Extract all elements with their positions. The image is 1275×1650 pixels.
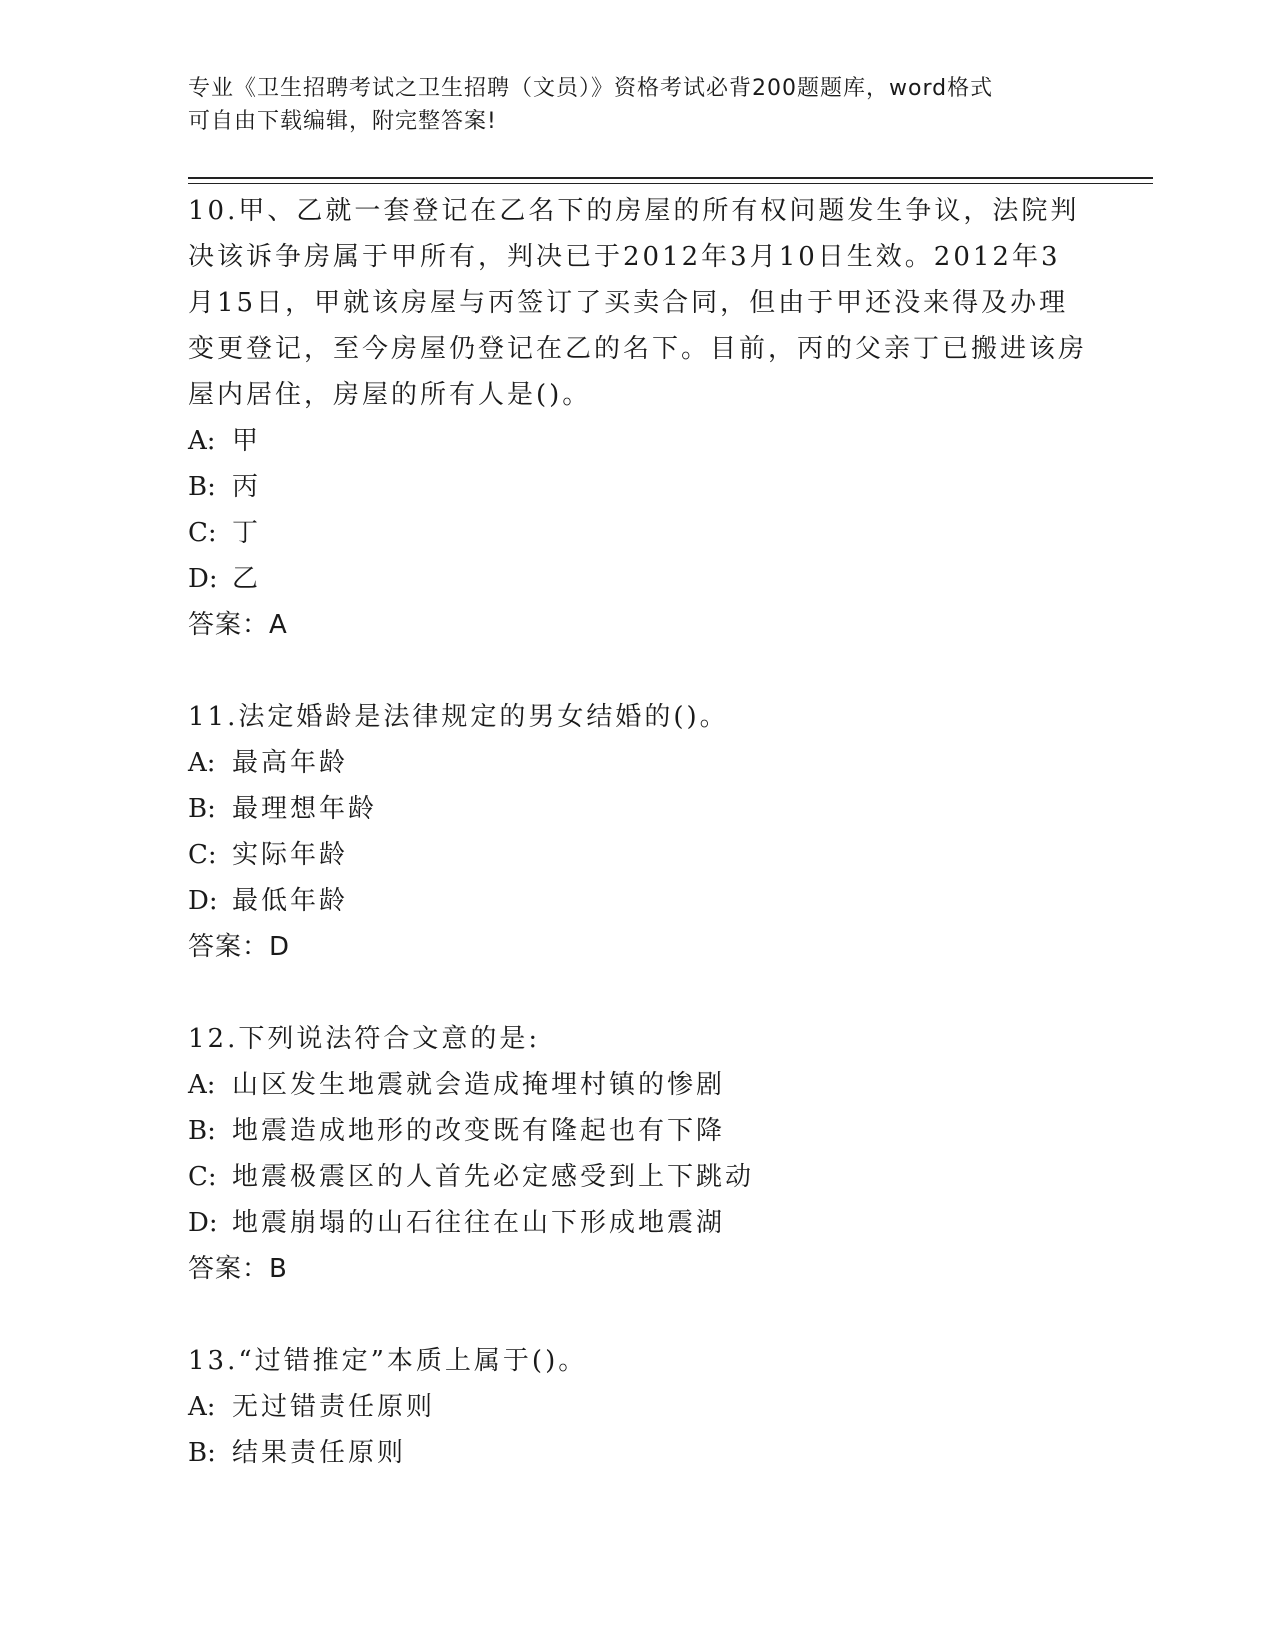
question-stem: 12.下列说法符合文意的是: bbox=[188, 1024, 541, 1054]
option-label: D: bbox=[188, 564, 218, 594]
option-a bbox=[188, 1062, 1088, 1108]
option-text: 结果责任原则 bbox=[232, 1438, 407, 1468]
question-item bbox=[188, 188, 1088, 648]
question-item bbox=[188, 694, 1088, 970]
answer-line: 答案：A bbox=[188, 610, 288, 640]
option-text: 丙 bbox=[232, 472, 262, 502]
option-d bbox=[188, 878, 1088, 924]
option-text: 乙 bbox=[232, 564, 262, 594]
option-label: B: bbox=[188, 472, 216, 502]
header-divider-thin bbox=[188, 183, 1153, 184]
option-b bbox=[188, 1430, 1088, 1476]
option-a bbox=[188, 1384, 1088, 1430]
option-b bbox=[188, 464, 1088, 510]
document-header bbox=[188, 72, 1088, 138]
option-text: 实际年龄 bbox=[232, 840, 349, 870]
option-b bbox=[188, 1108, 1088, 1154]
option-c bbox=[188, 510, 1088, 556]
option-text: 地震崩塌的山石往往在山下形成地震湖 bbox=[232, 1208, 726, 1238]
option-a bbox=[188, 740, 1088, 786]
option-label: B: bbox=[188, 1438, 216, 1468]
header-title-line-1: 专业《卫生招聘考试之卫生招聘（文员）》资格考试必背200题题库，word格式 bbox=[188, 76, 994, 101]
option-text: 无过错责任原则 bbox=[232, 1392, 436, 1422]
option-text: 最高年龄 bbox=[232, 748, 349, 778]
question-list bbox=[188, 188, 1088, 1476]
option-text: 丁 bbox=[232, 518, 262, 548]
option-text: 最低年龄 bbox=[232, 886, 349, 916]
answer-line: 答案：B bbox=[188, 1254, 288, 1284]
option-label: A: bbox=[188, 1070, 216, 1100]
option-label: A: bbox=[188, 1392, 216, 1422]
option-a bbox=[188, 418, 1088, 464]
option-label: A: bbox=[188, 748, 216, 778]
option-text: 山区发生地震就会造成掩埋村镇的惨剧 bbox=[232, 1070, 726, 1100]
option-d bbox=[188, 556, 1088, 602]
question-stem: 11.法定婚龄是法律规定的男女结婚的()。 bbox=[188, 702, 729, 732]
option-d bbox=[188, 1200, 1088, 1246]
answer-line: 答案：D bbox=[188, 932, 291, 962]
option-c bbox=[188, 832, 1088, 878]
question-stem: 13.“过错推定”本质上属于()。 bbox=[188, 1346, 588, 1376]
option-label: A: bbox=[188, 426, 216, 456]
option-label: D: bbox=[188, 886, 218, 916]
option-label: C: bbox=[188, 1162, 217, 1192]
option-label: B: bbox=[188, 1116, 216, 1146]
question-stem: 10.甲、乙就一套登记在乙名下的房屋的所有权问题发生争议，法院判决该诉争房属于甲所有，判决已于2012年3月10日生效。2012年3月15日，甲就该房屋与丙签订了买卖合同，但由于甲还没来得及办理变更登记，至今房屋仍登记在乙的名下。目前，丙的父亲丁已搬进该房屋内居住，房屋的所有人是()。 bbox=[188, 196, 1088, 410]
option-label: D: bbox=[188, 1208, 218, 1238]
option-c bbox=[188, 1154, 1088, 1200]
option-label: B: bbox=[188, 794, 216, 824]
header-title-line-2: 可自由下载编辑，附完整答案! bbox=[188, 109, 497, 134]
option-text: 地震造成地形的改变既有隆起也有下降 bbox=[232, 1116, 726, 1146]
option-label: C: bbox=[188, 518, 217, 548]
option-text: 地震极震区的人首先必定感受到上下跳动 bbox=[232, 1162, 755, 1192]
header-divider-thick bbox=[188, 177, 1153, 179]
question-item bbox=[188, 1016, 1088, 1292]
option-b bbox=[188, 786, 1088, 832]
option-label: C: bbox=[188, 840, 217, 870]
option-text: 甲 bbox=[232, 426, 262, 456]
question-item bbox=[188, 1338, 1088, 1476]
option-text: 最理想年龄 bbox=[232, 794, 378, 824]
